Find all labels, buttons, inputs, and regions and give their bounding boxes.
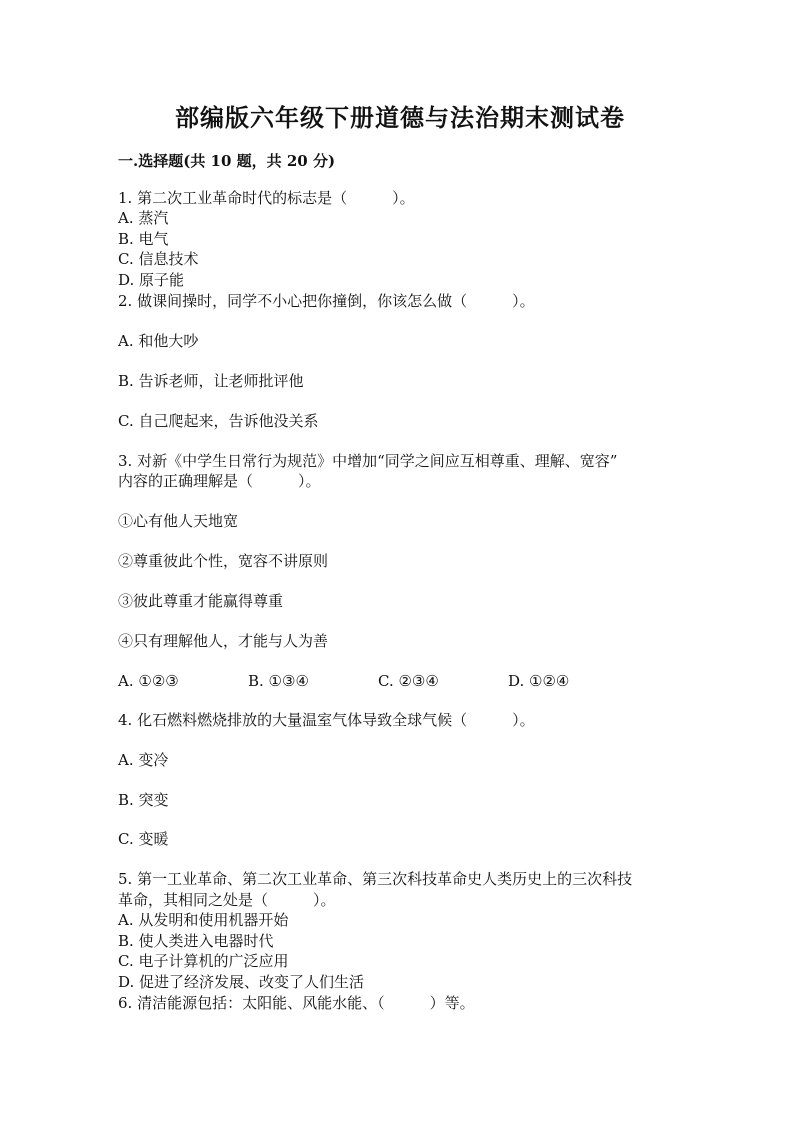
question-3-option-b: B. ①③④ [248, 672, 309, 690]
question-1-option-c: C. 信息技术 [118, 250, 199, 268]
question-3-statement-1: ①心有他人天地宽 [118, 512, 239, 530]
question-1-option-d: D. 原子能 [118, 271, 185, 289]
question-5-option-a: A. 从发明和使用机器开始 [118, 911, 289, 929]
section-heading: 一.选择题(共 10 题，共 20 分) [118, 152, 336, 170]
question-5-option-c: C. 电子计算机的广泛应用 [118, 952, 289, 970]
question-1-option-b: B. 电气 [118, 230, 169, 248]
question-3-option-d: D. ①②④ [508, 672, 570, 690]
question-5-option-b: B. 使人类进入电器时代 [118, 932, 274, 950]
question-5-stem-line-1: 5. 第一工业革命、第二次工业革命、第三次科技革命史人类历史上的三次科技 [118, 870, 633, 888]
question-4-option-b: B. 突变 [118, 791, 169, 809]
question-5-option-d: D. 促进了经济发展、改变了人们生活 [118, 973, 365, 991]
question-2-stem: 2. 做课间操时，同学不小心把你撞倒，你该怎么做（ ）。 [118, 292, 535, 310]
question-4-stem: 4. 化石燃料燃烧排放的大量温室气体导致全球气候（ ）。 [118, 711, 535, 729]
question-4-option-c: C. 变暖 [118, 830, 169, 848]
question-5-stem-line-2: 革命，其相同之处是（ ）。 [118, 891, 336, 909]
question-3-option-a: A. ①②③ [118, 672, 179, 690]
question-3-statement-3: ③彼此尊重才能赢得尊重 [118, 592, 284, 610]
page-title: 部编版六年级下册道德与法治期末测试卷 [175, 103, 625, 132]
question-3-option-c: C. ②③④ [378, 672, 439, 690]
question-4-option-a: A. 变冷 [118, 751, 169, 769]
question-3-statement-2: ②尊重彼此个性，宽容不讲原则 [118, 552, 329, 570]
question-1-option-a: A. 蒸汽 [118, 209, 169, 227]
question-3-stem-line-2: 内容的正确理解是（ ）。 [118, 472, 321, 490]
question-2-option-c: C. 自己爬起来，告诉他没关系 [118, 412, 319, 430]
question-3-stem-line-1: 3. 对新《中学生日常行为规范》中增加“同学之间应互相尊重、理解、宽容” [118, 452, 618, 470]
question-2-option-a: A. 和他大吵 [118, 332, 199, 350]
question-1-stem: 1. 第二次工业革命时代的标志是（ ）。 [118, 189, 415, 207]
question-6-stem: 6. 清洁能源包括：太阳能、风能水能、（ ）等。 [118, 994, 475, 1012]
question-2-option-b: B. 告诉老师，让老师批评他 [118, 372, 304, 390]
question-3-statement-4: ④只有理解他人，才能与人为善 [118, 632, 329, 650]
